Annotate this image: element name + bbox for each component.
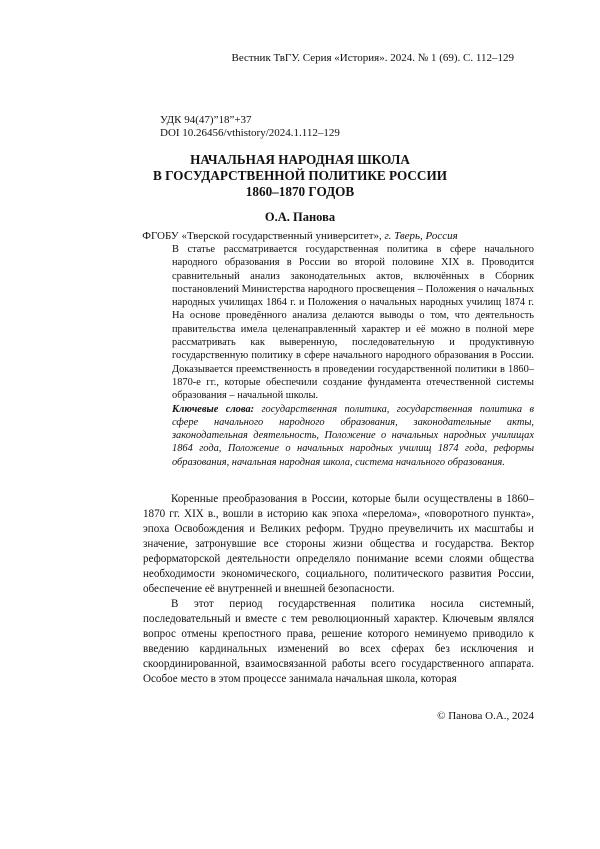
keywords-label: Ключевые слова:: [172, 403, 255, 415]
title-line: НАЧАЛЬНАЯ НАРОДНАЯ ШКОЛА: [190, 152, 410, 167]
copyright: © Панова О.А., 2024: [437, 710, 534, 722]
keywords: [172, 403, 534, 469]
affiliation-city: г. Тверь, Россия: [384, 230, 458, 242]
abstract-text: В статье рассматривается государственная политика в сфере начального народного образования в России во второй половине XIX в. Проводится сравнительный анализ законодательных актов, включённых в Сборник постановлений Министерства народного просвещения – Положения о начальных народных училищах 1864 г. и Положения о начальных народных училищ 1874 г. На основе проведённого анализа делаются выводы о том, что деятельность правительства имела целенаправленный характер и её можно в полной мере рассматривать как выверенную, последовательную и продуктивную государственную политику в сфере начального народного образования в России. Доказывается преемственность в проведении государственной политики в 1860–1870-е гг., которые обеспечили создание фундамента отечественной системы образования – начальной школы.: [172, 244, 534, 402]
affiliation-org: ФГОБУ «Тверской государственный университет»,: [142, 230, 385, 242]
identifiers: [160, 114, 340, 140]
abstract: [172, 243, 534, 469]
journal-header: Вестник ТвГУ. Серия «История». 2024. № 1 (69). С. 112–129: [231, 52, 514, 64]
article-title: [100, 152, 500, 200]
keywords-text: государственная политика, государственная политика в сфере начального народного образования, законодательные акты, законодательная деятельность, Положение о начальных народных училищах 1864 года, Положение о начальных народных училищ 1874 года, реформы образования, начальная народная школа, система начального образования.: [172, 403, 534, 468]
title-line: 1860–1870 ГОДОВ: [245, 184, 355, 199]
udk-code: УДК 94(47)”18”+37: [160, 114, 252, 126]
body-paragraph: В этот период государственная политика носила системный, последовательный и вместе с тем революционный характер. Ключевым являлся вопрос отмены крепостного права, решение которого неминуемо приводило к введению кардинальных изменений во всех сферах без исключения и скоординированной, взаимосвязанной работы всего государственного аппарата. Особое место в этом процессе занимала начальная школа, которая: [143, 598, 534, 685]
title-line: В ГОСУДАРСТВЕННОЙ ПОЛИТИКЕ РОССИИ: [153, 168, 447, 183]
author-name: О.А. Панова: [264, 210, 336, 224]
body-paragraph: Коренные преобразования в России, которые были осуществлены в 1860–1870 гг. XIX в., вошли в историю как эпоха «перелома», «поворотного пункта», эпоха Освобождения и Великих реформ. Трудно преувеличить их масштабы и значение, затронувшие все стороны жизни общества и государства. Вектор реформаторской деятельности определяло понимание всеми слоями общества необходимости экономического, социального, политического развития России, обеспечение её внутренней и внешней безопасности.: [143, 493, 534, 595]
doi: DOI 10.26456/vthistory/2024.1.112–129: [160, 127, 340, 139]
body-text: [143, 492, 534, 687]
affiliation: [100, 230, 500, 242]
